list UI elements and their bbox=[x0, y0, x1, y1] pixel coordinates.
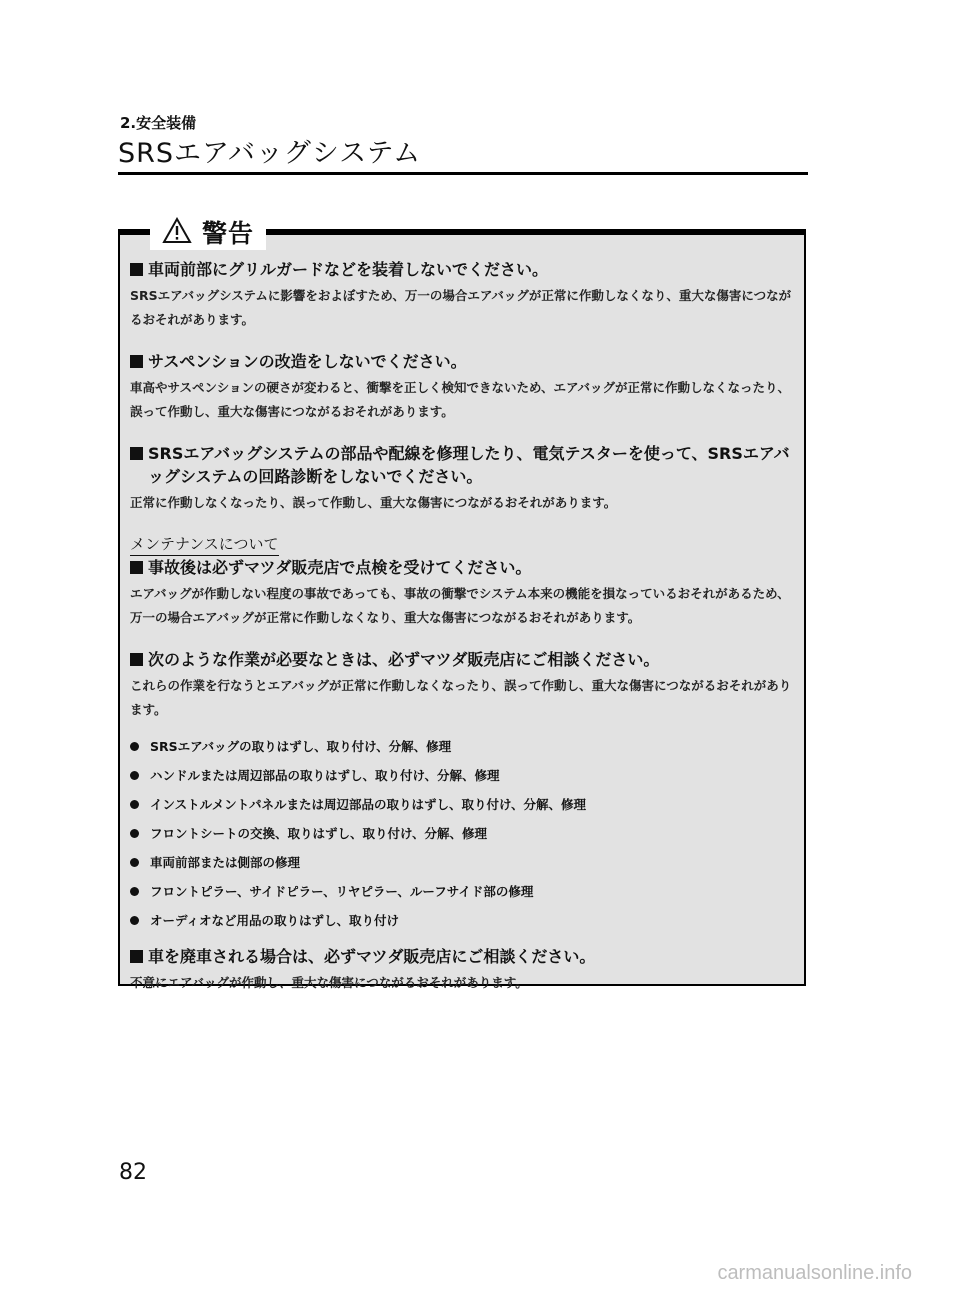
page-number: 82 bbox=[119, 1160, 147, 1185]
warning-body: エアバッグが作動しない程度の事故であっても、事故の衝撃でシステム本来の機能を損なっているおそれがあるため、万一の場合エアバッグが正常に作動しなくなり、重大な傷害につながるおそれがあります。 bbox=[130, 586, 790, 625]
list-item: フロントシートの交換、取りはずし、取り付け、分解、修理 bbox=[130, 819, 800, 848]
warning-body: SRSエアバッグシステムに影響をおよぼすため、万一の場合エアバッグが正常に作動しなくなり、重大な傷害につながるおそれがあります。 bbox=[130, 288, 792, 327]
square-bullet-icon bbox=[130, 447, 143, 460]
square-bullet-icon bbox=[130, 263, 143, 276]
square-bullet-icon bbox=[130, 561, 143, 574]
bullet-dot-icon bbox=[130, 800, 139, 809]
list-item: ハンドルまたは周辺部品の取りはずし、取り付け、分解、修理 bbox=[130, 761, 800, 790]
list-item: インストルメントパネルまたは周辺部品の取りはずし、取り付け、分解、修理 bbox=[130, 790, 800, 819]
warning-content bbox=[130, 258, 800, 995]
square-bullet-icon bbox=[130, 653, 143, 666]
warning-body: 車高やサスペンションの硬さが変わると、衝撃を正しく検知できないため、エアバッグが正常に作動しなくなったり、誤って作動し、重大な傷害につながるおそれがあります。 bbox=[130, 380, 790, 419]
square-bullet-icon bbox=[130, 950, 143, 963]
bullet-dot-icon bbox=[130, 858, 139, 867]
warning-heading: サスペンションの改造をしないでください。 bbox=[130, 350, 800, 373]
maintenance-title: メンテナンスについて bbox=[130, 533, 279, 556]
warning-body: 不意にエアバッグが作動し、重大な傷害につながるおそれがあります。 bbox=[130, 975, 528, 990]
list-item: 車両前部または側部の修理 bbox=[130, 848, 800, 877]
warning-heading: 次のような作業が必要なときは、必ずマツダ販売店にご相談ください。 bbox=[130, 648, 800, 671]
warning-title: 警告 bbox=[202, 219, 255, 248]
list-item: フロントピラー、サイドピラー、リヤピラー、ルーフサイド部の修理 bbox=[130, 877, 800, 906]
work-list bbox=[130, 732, 800, 935]
page-title: SRSエアバッグシステム bbox=[118, 138, 422, 169]
warning-body: 正常に作動しなくなったり、誤って作動し、重大な傷害につながるおそれがあります。 bbox=[130, 495, 617, 510]
bullet-dot-icon bbox=[130, 742, 139, 751]
warning-heading: 車を廃車される場合は、必ずマツダ販売店にご相談ください。 bbox=[130, 945, 800, 968]
warning-header bbox=[150, 214, 266, 250]
warning-heading: SRSエアバッグシステムの部品や配線を修理したり、電気テスターを使って、SRSエアバッグシステムの回路診断をしないでください。 bbox=[130, 442, 800, 488]
section-label: 2.安全装備 bbox=[120, 114, 197, 132]
warning-triangle-icon bbox=[162, 217, 192, 248]
watermark: carmanualsonline.info bbox=[717, 1262, 912, 1284]
bullet-dot-icon bbox=[130, 916, 139, 925]
square-bullet-icon bbox=[130, 355, 143, 368]
warning-heading: 事故後は必ずマツダ販売店で点検を受けてください。 bbox=[130, 556, 800, 579]
bullet-dot-icon bbox=[130, 829, 139, 838]
title-divider bbox=[118, 172, 808, 175]
bullet-dot-icon bbox=[130, 887, 139, 896]
bullet-dot-icon bbox=[130, 771, 139, 780]
list-item: SRSエアバッグの取りはずし、取り付け、分解、修理 bbox=[130, 732, 800, 761]
list-item: オーディオなど用品の取りはずし、取り付け bbox=[130, 906, 800, 935]
warning-heading: 車両前部にグリルガードなどを装着しないでください。 bbox=[130, 258, 800, 281]
warning-body: これらの作業を行なうとエアバッグが正常に作動しなくなったり、誤って作動し、重大な傷害につながるおそれがあります。 bbox=[130, 678, 792, 717]
